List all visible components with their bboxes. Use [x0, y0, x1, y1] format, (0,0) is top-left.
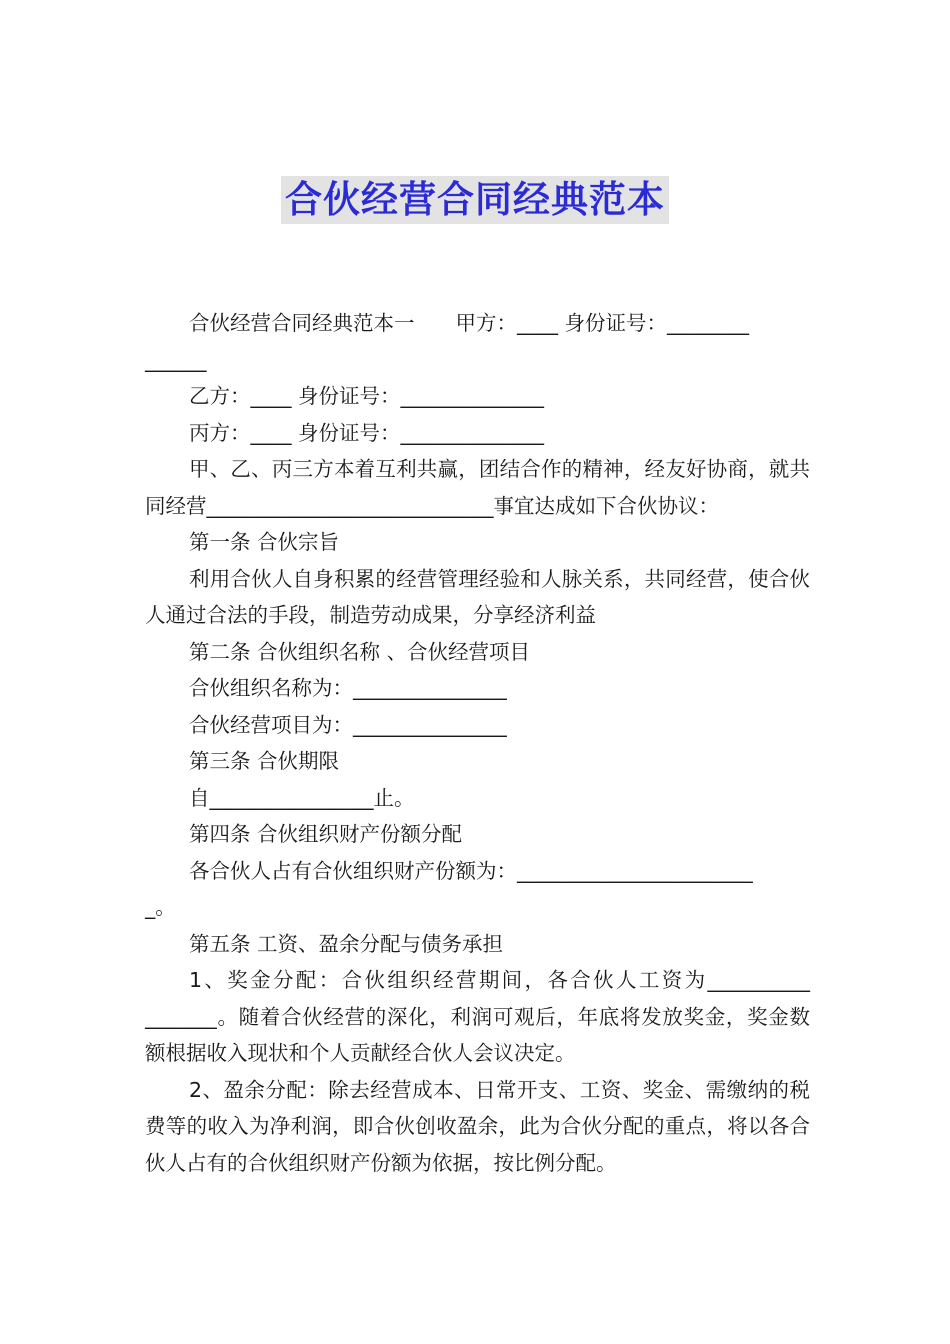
article-1-body: 利用合伙人自身积累的经营管理经验和人脉关系，共同经营，使合伙人通过合法的手段，制造劳动成果，分享经济利益 — [145, 566, 810, 627]
article-3-body: 自________________止。 — [189, 785, 415, 810]
article-4-body: 各合伙人占有合伙组织财产份额为：_______________________ — [189, 858, 753, 883]
article-4-body-continued: _。 — [145, 895, 176, 919]
article-1-heading: 第一条 合伙宗旨 — [189, 530, 340, 554]
article-2-heading: 第二条 合伙组织名称 、合伙经营项目 — [189, 639, 531, 664]
title-container — [0, 176, 950, 224]
paragraph-party-bing: 丙方：____ 身份证号：______________ — [189, 420, 545, 445]
document-title: 合伙经营合同经典范本 — [281, 176, 669, 224]
article-4-heading: 第四条 合伙组织财产份额分配 — [189, 822, 463, 846]
document-body — [145, 305, 810, 1181]
article-3-heading: 第三条 合伙期限 — [189, 749, 340, 773]
paragraph-parties-jia-continued: ______ — [145, 347, 207, 372]
paragraph-parties-jia: 合伙经营合同经典范本一 甲方：____ 身份证号：________ — [189, 311, 750, 335]
paragraph-preamble: 甲、乙、丙三方本着互利共赢，团结合作的精神，经友好协商，就共同经营____________________________事宜达成如下合伙协议： — [145, 457, 810, 518]
article-2-org-name: 合伙组织名称为：_______________ — [189, 676, 507, 700]
paragraph-party-yi: 乙方：____ 身份证号：______________ — [189, 384, 545, 408]
article-5-heading: 第五条 工资、盈余分配与债务承担 — [189, 931, 504, 956]
article-5-surplus: 2、盈余分配：除去经营成本、日常开支、工资、奖金、需缴纳的税费等的收入为净利润，即合伙创收盈余，此为合伙分配的重点，将以各合伙人占有的合伙组织财产份额为依据，按比例分配。 — [145, 1077, 810, 1175]
article-2-project: 合伙经营项目为：_______________ — [189, 712, 507, 737]
article-5-bonus: 1、奖金分配：合伙组织经营期间，各合伙人工资为__________ _______。随着合伙经营的深化，利润可观后，年底将发放奖金，奖金数额根据收入现状和个人贡献经合伙人会议决定。 — [145, 968, 810, 1065]
